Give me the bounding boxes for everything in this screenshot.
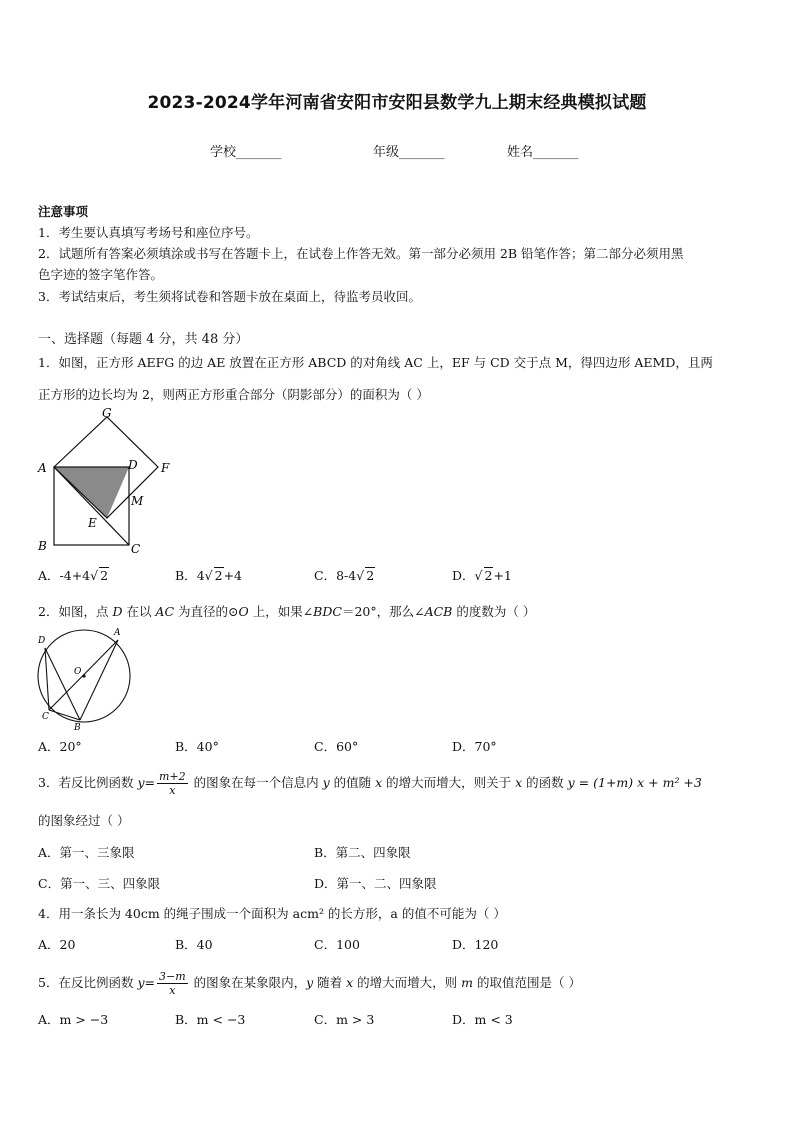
q4-option-c: C．100 bbox=[314, 937, 360, 952]
label-g: G bbox=[102, 406, 112, 420]
q1-option-b: B．4√ 2+4 bbox=[175, 568, 242, 583]
q3-option-c: C．第一、三、四象限 bbox=[38, 876, 161, 891]
fraction: $\frac{3-m}{x}$ bbox=[158, 970, 186, 997]
question-1-line-1: 1．如图，正方形 AEFG 的边 AE 放置在正方形 ABCD 的对角线 AC 上，EF 与 CD 交于点 M，得四边形 AEMD，且两 bbox=[38, 355, 713, 370]
question-1-figure bbox=[34, 405, 184, 557]
q1-option-a: A．-4+4√ 2 bbox=[38, 568, 109, 583]
note-item: 1．考生要认真填写考场号和座位序号。 bbox=[38, 225, 259, 240]
q2-option-b: B．40° bbox=[175, 739, 219, 754]
question-3-text: 3．若反比例函数 y= $\frac{m+2}{x}$ 的图象在每一个信息内 y 的值随 x 的增大而增大，则关于 x 的函数 y = (1+m) x + m² +3 bbox=[38, 770, 702, 797]
grade-field: 年级_______ bbox=[373, 145, 445, 160]
q2-option-c: C．60° bbox=[314, 739, 359, 754]
school-field: 学校_______ bbox=[210, 145, 282, 160]
label-c: C bbox=[131, 542, 141, 556]
label-a: A bbox=[114, 628, 121, 638]
label-a: A bbox=[38, 461, 47, 475]
q1-option-d: D．√ 2+1 bbox=[452, 568, 512, 583]
q2-option-a: A．20° bbox=[38, 739, 82, 754]
q1-option-c: C．8-4√ 2 bbox=[314, 568, 375, 583]
label-b: B bbox=[38, 539, 47, 553]
label-f: F bbox=[161, 461, 170, 475]
note-item: 3．考试结束后，考生须将试卷和答题卡放在桌面上，待监考员收回。 bbox=[38, 289, 421, 304]
question-2-figure bbox=[34, 624, 136, 732]
name-field: 姓名_______ bbox=[507, 145, 579, 160]
question-3-line-2: 的图象经过（ ） bbox=[38, 813, 130, 828]
label-c: C bbox=[42, 712, 49, 722]
q2-option-d: D．70° bbox=[452, 739, 497, 754]
label-e: E bbox=[88, 516, 97, 530]
q5-option-c: C．m > 3 bbox=[314, 1012, 375, 1027]
page-title: 2023-2024学年河南省安阳市安阳县数学九上期末经典模拟试题 bbox=[147, 93, 647, 113]
question-1-line-2: 正方形的边长均为 2，则两正方形重合部分（阴影部分）的面积为（ ） bbox=[38, 387, 429, 402]
q4-option-a: A．20 bbox=[38, 937, 76, 952]
note-item: 色字迹的签字笔作答。 bbox=[38, 267, 164, 282]
q5-option-b: B．m < −3 bbox=[175, 1012, 246, 1027]
center-point bbox=[82, 674, 85, 677]
question-2-text: 2．如图，点 D 在以 AC 为直径的⊙O 上，如果∠BDC＝20°，那么∠ACB 的度数为（ ） bbox=[38, 604, 536, 619]
q4-option-b: B．40 bbox=[175, 937, 213, 952]
label-d: D bbox=[38, 636, 46, 646]
label-b: B bbox=[74, 723, 81, 732]
q3-option-a: A．第一、三象限 bbox=[38, 845, 135, 860]
q3-option-d: D．第一、二、四象限 bbox=[314, 876, 437, 891]
fraction: $\frac{m+2}{x}$ bbox=[158, 770, 186, 797]
q4-option-d: D．120 bbox=[452, 937, 499, 952]
section-heading: 一、选择题（每题 4 分，共 48 分） bbox=[38, 332, 249, 347]
question-5-text: 5．在反比例函数 y= $\frac{3-m}{x}$ 的图象在某象限内，y 随着 x 的增大而增大，则 m 的取值范围是（ ） bbox=[38, 970, 581, 997]
label-d: D bbox=[128, 458, 138, 472]
shaded-region bbox=[54, 467, 129, 518]
line-ab bbox=[80, 640, 118, 720]
q3-option-b: B．第二、四象限 bbox=[314, 845, 411, 860]
note-item: 2．试题所有答案必须填涂或书写在答题卡上，在试卷上作答无效。第一部分必须用 2B 铅笔作答；第二部分必须用黑 bbox=[38, 246, 684, 261]
notes-heading: 注意事项 bbox=[38, 204, 89, 219]
question-4-text: 4．用一条长为 40cm 的绳子围成一个面积为 acm² 的长方形，a 的值不可能为（ ） bbox=[38, 906, 506, 921]
label-o: O bbox=[74, 667, 82, 677]
label-m: M bbox=[131, 494, 144, 508]
q5-option-d: D．m < 3 bbox=[452, 1012, 513, 1027]
q5-option-a: A．m > −3 bbox=[38, 1012, 109, 1027]
